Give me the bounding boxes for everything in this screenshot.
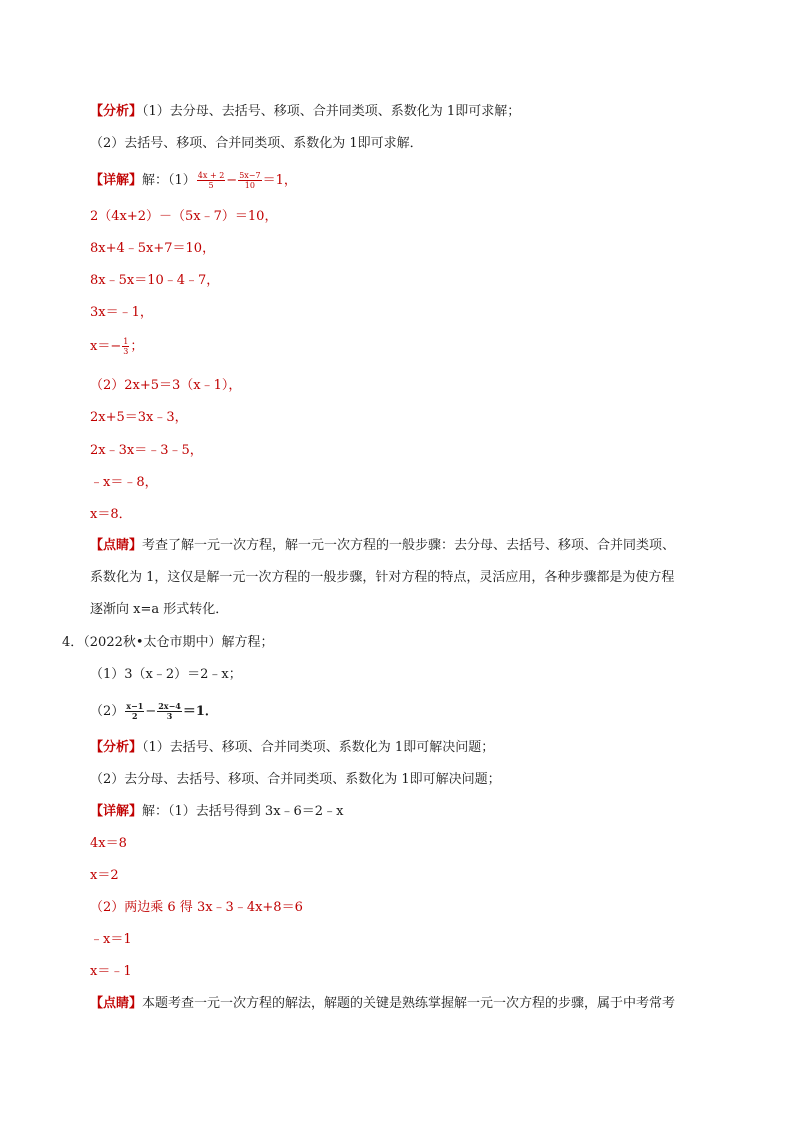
fraction-1-numerator: 4x + 2: [197, 171, 225, 180]
analysis-1-line: [90, 104, 520, 120]
detail-b-text: 解：（1）去括号得到 3x﹣6＝2﹣x: [142, 804, 344, 819]
question-4-part-2: [90, 702, 218, 721]
detail-b-step-3: （2）两边乘 6 得 3x﹣3﹣4x+8＝6: [90, 900, 303, 915]
step-line-5: [90, 337, 143, 356]
analysis-2-line: （2）去括号、移项、合并同类项、系数化为 1即可求解．: [90, 136, 423, 151]
comment-3-line: 逐渐向 x=a 形式转化．: [90, 602, 229, 617]
part2-line-5: x＝8．: [90, 507, 132, 522]
fraction-2-numerator: 5x−7: [239, 171, 261, 180]
detail-tag: 【详解】: [90, 173, 143, 188]
fraction-one-third-denominator: 3: [123, 347, 129, 356]
q4-fraction-2: [157, 702, 182, 721]
q4-fraction-1-denominator: 2: [132, 711, 138, 721]
q4-fraction-1: [125, 702, 144, 721]
comment-b1-line: [90, 996, 675, 1012]
step-line-3: 8x﹣5x＝10﹣4﹣7，: [90, 273, 220, 288]
question-4-heading: 4．（2022秋•太仓市期中）解方程；: [62, 635, 274, 650]
comment-text: 考查了解一元一次方程，解一元一次方程的一般步骤：去分母、去括号、移项、合并同类项、: [142, 538, 676, 553]
comment-2-line: 系数化为 1，这仅是解一元一次方程的一般步骤，针对方程的特点，灵活应用，各种步骤都是为使方程: [90, 570, 675, 585]
detail-b-step-1: 4x＝8: [90, 836, 127, 851]
step-line-4: 3x＝﹣1，: [90, 305, 153, 320]
detail-b-step-5: x＝﹣1: [90, 964, 132, 979]
fraction-1-denominator: 5: [208, 181, 214, 190]
detail-b1-line: [90, 804, 343, 820]
q4-minus-sign: −: [145, 704, 157, 719]
analysis-tag: 【分析】: [90, 104, 143, 119]
detail-b-tag: 【详解】: [90, 804, 143, 819]
question-4-part-1: （1）3（x﹣2）＝2﹣x；: [90, 667, 242, 682]
analysis-b-tag: 【分析】: [90, 740, 143, 755]
equation-suffix: ＝1，: [262, 173, 297, 188]
analysis-b-text: （1）去括号、移项、合并同类项、系数化为 1即可解决问题；: [142, 740, 495, 755]
step-line-1: 2（4x+2）－（5x﹣7）＝10，: [90, 209, 278, 224]
q4-part-2-prefix: （2）: [90, 704, 125, 719]
detail-b-step-2: x＝2: [90, 868, 119, 883]
fraction-2-denominator: 10: [244, 181, 255, 190]
part2-line-2: 2x+5＝3x﹣3，: [90, 410, 188, 425]
analysis-b2-line: （2）去分母、去括号、移项、合并同类项、系数化为 1即可解决问题；: [90, 772, 501, 787]
q4-fraction-2-denominator: 3: [166, 711, 173, 721]
analysis-b1-line: [90, 740, 494, 756]
analysis-text: （1）去分母、去括号、移项、合并同类项、系数化为 1即可求解；: [142, 104, 521, 119]
comment-tag: 【点睛】: [90, 538, 143, 553]
part2-line-1: （2）2x+5＝3（x﹣1），: [90, 378, 242, 393]
minus-sign: −: [226, 173, 238, 188]
detail-b-step-4: ﹣x＝1: [90, 932, 132, 947]
q4-fraction-2-numerator: 2x−4: [158, 701, 181, 711]
detail-1-line: [90, 171, 297, 190]
fraction-1: [197, 171, 225, 190]
step-5-prefix: x＝−: [90, 339, 122, 354]
comment-b-text: 本题考查一元一次方程的解法，解题的关键是熟练掌握解一元一次方程的步骤，属于中考常考: [142, 996, 676, 1011]
comment-1-line: [90, 538, 675, 554]
detail-prefix: 解：（1）: [142, 173, 196, 188]
step-line-2: 8x+4﹣5x+7＝10，: [90, 241, 216, 256]
part2-line-4: ﹣x＝﹣8，: [90, 475, 158, 490]
comment-b-tag: 【点睛】: [90, 996, 143, 1011]
q4-fraction-1-numerator: x−1: [126, 701, 144, 711]
q4-part-2-suffix: ＝1．: [182, 704, 218, 719]
step-5-suffix: ；: [130, 339, 144, 354]
fraction-2: [238, 171, 261, 190]
part2-line-3: 2x﹣3x＝﹣3﹣5，: [90, 443, 203, 458]
fraction-one-third-numerator: 1: [123, 337, 129, 346]
fraction-one-third: [122, 337, 129, 356]
